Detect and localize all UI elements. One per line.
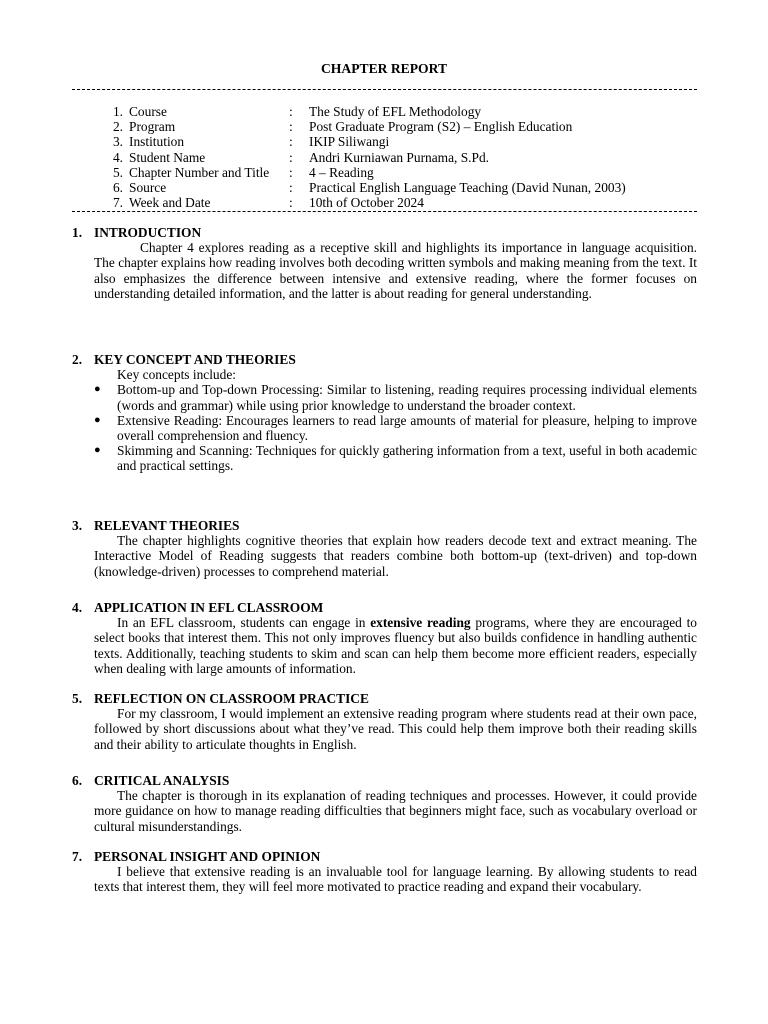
info-value: Post Graduate Program (S2) – English Education <box>309 119 573 135</box>
section-heading: APPLICATION IN EFL CLASSROOM <box>94 600 324 615</box>
section-number: 7. <box>72 849 83 864</box>
info-label: Student Name <box>129 149 206 165</box>
section-number: 3. <box>72 518 83 533</box>
info-label: Source <box>129 180 167 196</box>
section-body: The chapter is thorough in its explanation of reading techniques and processes. However, it could provide more guidance on how to manage reading difficulties that beginners might face, such as vocabulary overload or cultural misunderstandings. <box>94 788 697 834</box>
section-heading: CRITICAL ANALYSIS <box>94 773 230 788</box>
info-value: Andri Kurniawan Purnama, S.Pd. <box>309 149 490 165</box>
section-personal-insight <box>72 849 697 895</box>
section-intro: Key concepts include: <box>117 367 236 383</box>
info-value: 4 – Reading <box>309 164 374 180</box>
info-table <box>96 104 626 210</box>
info-num: 2. <box>112 119 123 135</box>
list-item: ● Extensive Reading: Encourages learners to read large amounts of material for pleasure, helping to improve overall comprehension and fluency. <box>94 412 697 444</box>
info-label: Chapter Number and Title <box>129 164 270 180</box>
section-body: The chapter highlights cognitive theories that explain how readers decode text and extract meaning. The Interactive Model of Reading suggests that readers combine both bottom-up (text-driven) and top-down (knowledge-driven) processes to comprehend material. <box>94 533 697 579</box>
section-reflection <box>72 691 697 752</box>
section-body: I believe that extensive reading is an invaluable tool for language learning. By allowing students to read texts that interest them, they will feel more motivated to practice reading and expand their vocabulary. <box>94 864 697 895</box>
section-introduction <box>72 225 697 301</box>
info-value: 10th of October 2024 <box>309 195 424 211</box>
bullet-icon: ● <box>94 383 101 396</box>
info-row: 4. Student Name : Andri Kurniawan Purnama, S.Pd. <box>96 150 626 165</box>
info-row: 5. Chapter Number and Title : 4 – Reading <box>96 165 626 180</box>
info-value: IKIP Siliwangi <box>309 134 390 150</box>
info-num: 4. <box>112 149 123 165</box>
report-title: CHAPTER REPORT <box>320 61 448 76</box>
section-body: For my classroom, I would implement an extensive reading program where students read at their own pace, followed by short discussions about what they’ve read. This could help them improve both their reading skills and their ability to articulate thoughts in English. <box>94 706 697 752</box>
section-heading: KEY CONCEPT AND THEORIES <box>94 352 296 367</box>
info-row: 2. Program : Post Graduate Program (S2) – English Education <box>96 119 626 134</box>
section-number: 1. <box>72 225 83 240</box>
info-value: Practical English Language Teaching (David Nunan, 2003) <box>309 180 626 196</box>
bottom-divider <box>72 211 697 212</box>
info-label: Week and Date <box>129 195 211 211</box>
info-num: 1. <box>112 104 123 119</box>
info-value: The Study of EFL Methodology <box>309 104 482 119</box>
info-num: 6. <box>112 180 123 196</box>
section-body: In an EFL classroom, students can engage in extensive reading programs, where they are encouraged to select books that interest them. This not only improves fluency but also builds confidence in handling authentic texts. Additionally, teaching students to skim and scan can help them become more efficient readers, especially when dealing with large amounts of information. <box>94 615 697 676</box>
list-item: ● Bottom-up and Top-down Processing: Similar to listening, reading requires processing individual elements (words and grammar) while using prior knowledge to understand the broader context. <box>94 382 697 413</box>
section-number: 6. <box>72 773 83 788</box>
section-application <box>72 600 697 676</box>
info-row: 1. Course : The Study of EFL Methodology <box>96 104 626 119</box>
info-label: Course <box>129 104 167 119</box>
section-number: 5. <box>72 691 83 706</box>
bullet-icon: ● <box>94 413 101 426</box>
emphasis-text: extensive reading <box>370 615 471 631</box>
info-row: 3. Institution : IKIP Siliwangi <box>96 134 626 149</box>
bullet-icon: ● <box>94 444 101 457</box>
info-row: 6. Source : Practical English Language Teaching (David Nunan, 2003) <box>96 180 626 195</box>
top-divider <box>72 89 697 90</box>
section-critical-analysis <box>72 773 697 834</box>
info-label: Institution <box>129 134 185 150</box>
info-label: Program <box>129 119 176 135</box>
info-row: 7. Week and Date : 10th of October 2024 <box>96 195 626 210</box>
section-heading: PERSONAL INSIGHT AND OPINION <box>94 849 321 864</box>
section-heading: RELEVANT THEORIES <box>94 518 240 533</box>
list-item: ● Skimming and Scanning: Techniques for quickly gathering information from a text, useful in both academic and practical settings. <box>94 443 697 474</box>
section-relevant-theories <box>72 518 697 579</box>
concept-list <box>72 382 697 473</box>
section-key-concepts <box>72 352 697 474</box>
section-body: Chapter 4 explores reading as a receptive skill and highlights its importance in language acquisition. The chapter explains how reading involves both decoding written symbols and making meaning from the text. It also emphasizes the difference between intensive and extensive reading, where the former focuses on understanding detailed information, and the latter is about reading for general understanding. <box>94 240 697 301</box>
section-number: 4. <box>72 600 83 615</box>
info-num: 5. <box>112 164 123 180</box>
info-num: 7. <box>112 195 123 211</box>
info-num: 3. <box>112 134 123 150</box>
section-number: 2. <box>72 352 83 367</box>
section-heading: INTRODUCTION <box>94 225 202 240</box>
section-heading: REFLECTION ON CLASSROOM PRACTICE <box>94 691 369 706</box>
